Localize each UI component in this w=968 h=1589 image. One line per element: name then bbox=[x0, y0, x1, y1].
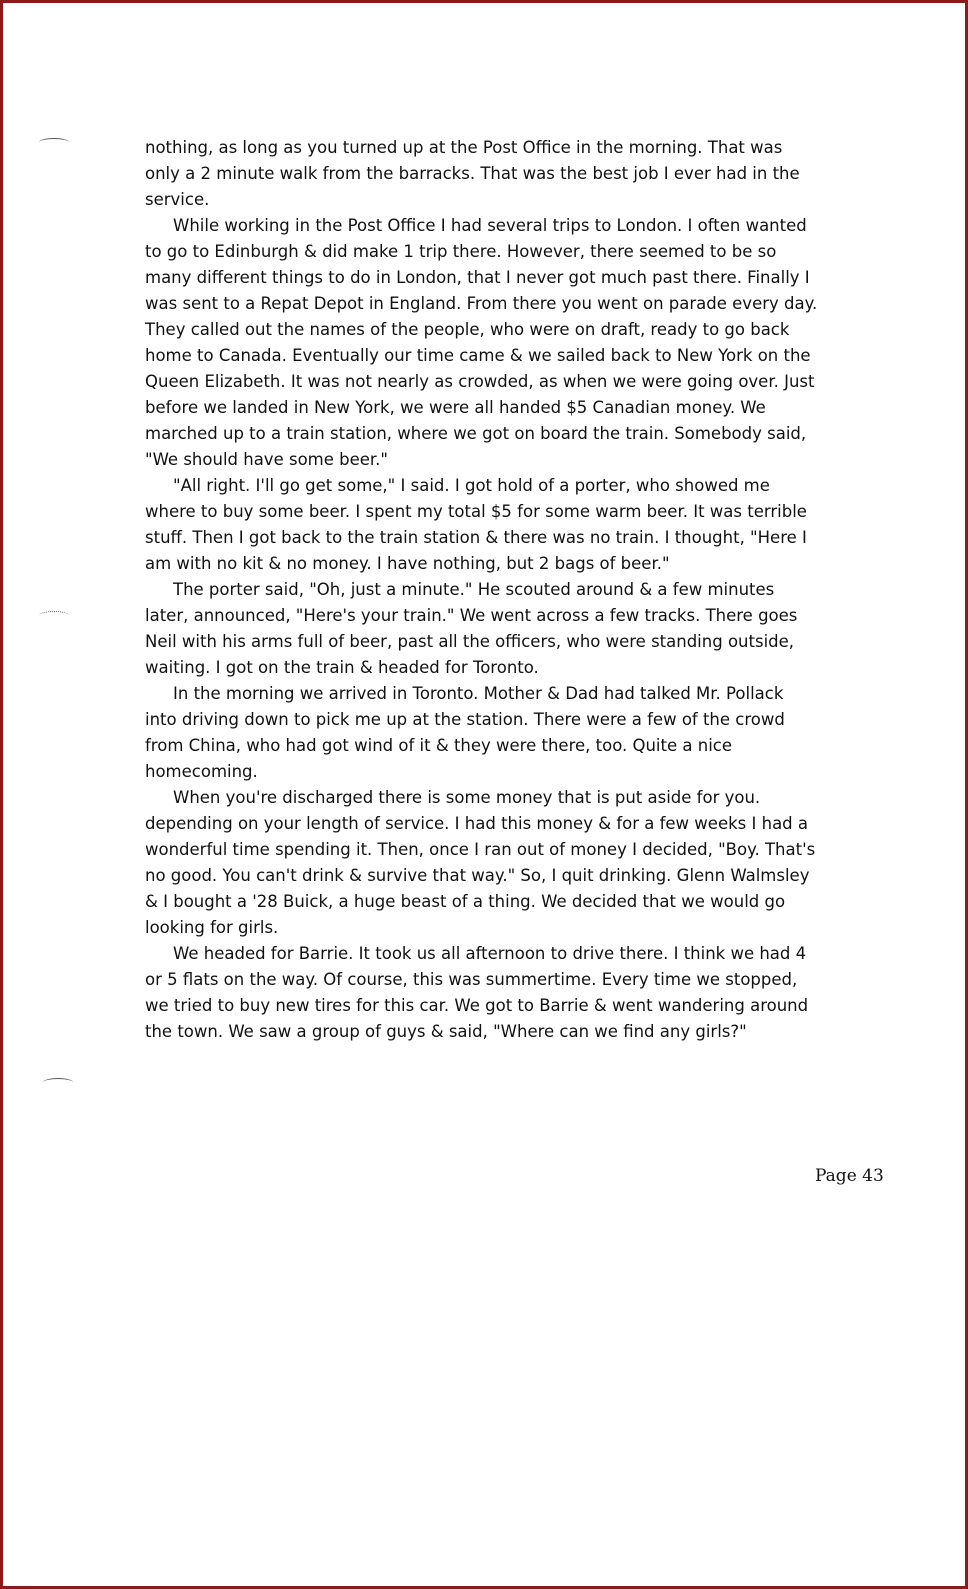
page-number: Page 43 bbox=[815, 1166, 884, 1186]
punch-hole-mark-top bbox=[39, 138, 69, 147]
paragraph: When you're discharged there is some money that is put aside for you. depending on your length of service. I had this money & for a few weeks I had a wonderful time spending it. Then, once I ran out of money I decided, "Boy. That's no good. You can't drink & survive that way." So, I quit drinking. Glenn Walmsley & I bought a '28 Buick, a huge beast of a thing. We decided that we would go looking for girls. bbox=[145, 788, 816, 937]
paragraph: In the morning we arrived in Toronto. Mother & Dad had talked Mr. Pollack into driving down to pick me up at the station. There were a few of the crowd from China, who had got wind of it & they were there, too. Quite a nice homecoming. bbox=[145, 684, 785, 781]
paragraph: While working in the Post Office I had several trips to London. I often wanted to go to Edinburgh & did make 1 trip there. However, there seemed to be so many different things to do in London, that I never got much past there. Finally I was sent to a Repat Depot in England. From there you went on parade every day. They called out the names of the people, who were on draft, ready to go back home to Canada. Eventually our time came & we sailed back to New York on the Queen Elizabeth. It was not nearly as crowded, as when we were going over. Just before we landed in New York, we were all handed $5 Canadian money. We marched up to a train station, where we got on board the train. Somebody said, "We should have some beer." bbox=[145, 216, 818, 469]
punch-hole-mark-bottom bbox=[43, 1078, 73, 1087]
punch-hole-mark-middle bbox=[39, 611, 69, 620]
document-body bbox=[145, 135, 820, 1045]
paragraph: nothing, as long as you turned up at the Post Office in the morning. That was only a 2 minute walk from the barracks. That was the best job I ever had in the service. bbox=[145, 138, 800, 209]
paragraph: We headed for Barrie. It took us all afternoon to drive there. I think we had 4 or 5 flats on the way. Of course, this was summertime. Every time we stopped, we tried to buy new tires for this car. We got to Barrie & went wandering around the town. We saw a group of guys & said, "Where can we find any girls?" bbox=[145, 944, 809, 1041]
paragraph: "All right. I'll go get some," I said. I got hold of a porter, who showed me where to buy some beer. I spent my total $5 for some warm beer. It was terrible stuff. Then I got back to the train station & there was no train. I thought, "Here I am with no kit & no money. I have nothing, but 2 bags of beer." bbox=[145, 476, 807, 573]
paragraph: The porter said, "Oh, just a minute." He scouted around & a few minutes later, announced, "Here's your train." We went across a few tracks. There goes Neil with his arms full of beer, past all the officers, who were standing outside, waiting. I got on the train & headed for Toronto. bbox=[145, 580, 798, 677]
